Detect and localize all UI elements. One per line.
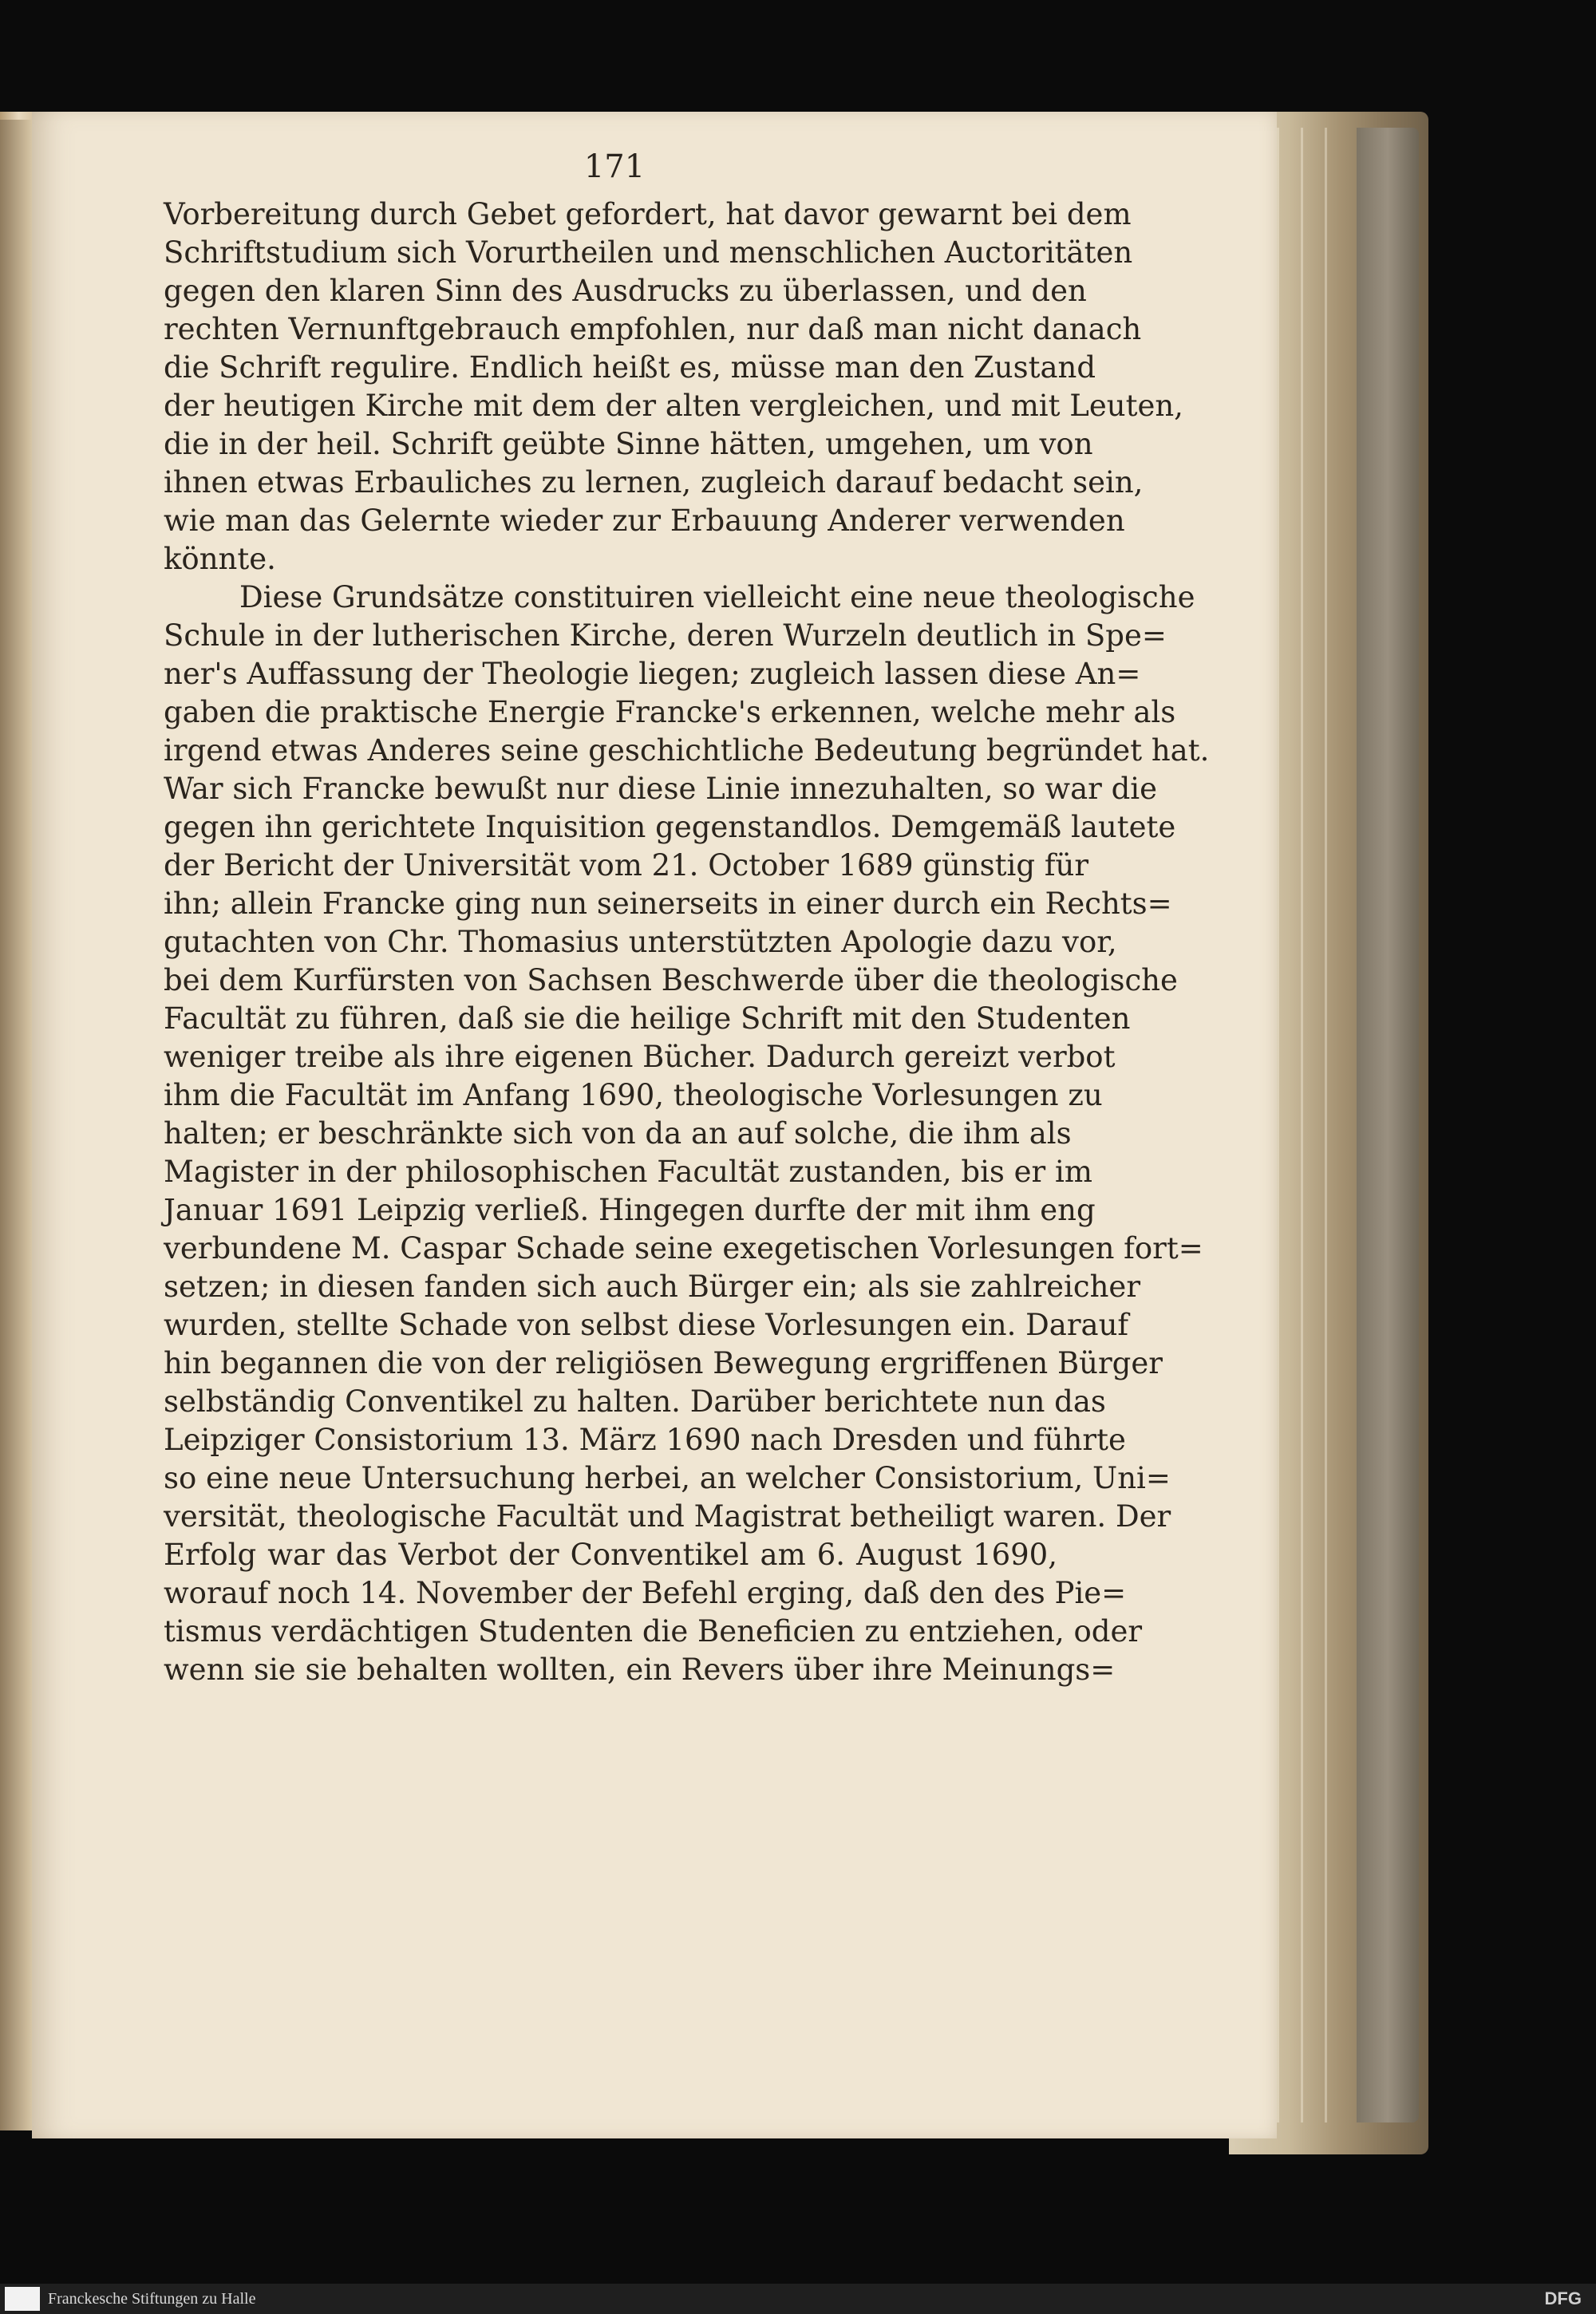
text-line: verbundene M. Caspar Schade seine exegetischen Vorlesungen fort= (164, 1231, 1203, 1266)
text-line: ihm die Facultät im Anfang 1690, theologische Vorlesungen zu (164, 1078, 1103, 1112)
page-number: 171 (583, 148, 646, 185)
text-line: War sich Francke bewußt nur diese Linie innezuhalten, so war die (164, 772, 1157, 806)
text-line: selbständig Conventikel zu halten. Darüber berichtete nun das (164, 1384, 1106, 1419)
text-line: setzen; in diesen fanden sich auch Bürger ein; als sie zahlreicher (164, 1270, 1141, 1304)
text-line: Facultät zu führen, daß sie die heilige Schrift mit den Studenten (164, 1001, 1131, 1036)
text-line: weniger treibe als ihre eigenen Bücher. Dadurch gereizt verbot (164, 1040, 1116, 1074)
text-line: gegen ihn gerichtete Inquisition gegenstandlos. Demgemäß lautete (164, 810, 1176, 844)
institution-label: Franckesche Stiftungen zu Halle (48, 2290, 256, 2308)
text-line: tismus verdächtigen Studenten die Beneficien zu entziehen, oder (164, 1614, 1143, 1649)
text-line: gegen den klaren Sinn des Ausdrucks zu überlassen, und den (164, 274, 1087, 308)
text-line: ihn; allein Francke ging nun seinerseits in einer durch ein Rechts= (164, 887, 1172, 921)
text-line: wurden, stellte Schade von selbst diese Vorlesungen ein. Darauf (164, 1308, 1129, 1342)
page-edge-line (1301, 128, 1303, 2122)
text-line: versität, theologische Facultät und Magistrat betheiligt waren. Der (164, 1499, 1171, 1534)
text-line: Magister in der philosophischen Facultät zustanden, bis er im (164, 1155, 1092, 1189)
text-line: bei dem Kurfürsten von Sachsen Beschwerde über die theologische (164, 963, 1178, 997)
dfg-badge: DFG (1544, 2288, 1582, 2308)
text-line: hin begannen die von der religiösen Bewegung ergriffenen Bürger (164, 1346, 1163, 1380)
text-line: Erfolg war das Verbot der Conventikel am 6. August 1690, (164, 1538, 1057, 1572)
text-line: worauf noch 14. November der Befehl erging, daß den des Pie= (164, 1576, 1127, 1610)
text-line: Schule in der lutherischen Kirche, deren Wurzeln deutlich in Spe= (164, 618, 1167, 653)
text-line: halten; er beschränkte sich von da an auf solche, die ihm als (164, 1116, 1072, 1151)
viewer-footer (0, 2284, 1596, 2314)
previous-page-edge (0, 120, 32, 2130)
institution-logo-icon (5, 2287, 40, 2311)
text-line: könnte. (164, 542, 276, 576)
text-line: so eine neue Untersuchung herbei, an welcher Consistorium, Uni= (164, 1461, 1171, 1495)
body-text (164, 195, 1210, 1689)
text-line: gaben die praktische Energie Francke's erkennen, welche mehr als (164, 695, 1176, 729)
text-line: wenn sie sie behalten wollten, ein Revers über ihre Meinungs= (164, 1653, 1116, 1687)
page-edge-line (1277, 128, 1279, 2122)
text-line: Leipziger Consistorium 13. März 1690 nach Dresden und führte (164, 1423, 1126, 1457)
text-line: wie man das Gelernte wieder zur Erbauung Anderer verwenden (164, 503, 1125, 538)
page-edge-line (1325, 128, 1327, 2122)
text-line: rechten Vernunftgebrauch empfohlen, nur daß man nicht danach (164, 312, 1142, 346)
text-line: Vorbereitung durch Gebet gefordert, hat davor gewarnt bei dem (164, 197, 1132, 231)
text-line: Diese Grundsätze constituiren vielleicht eine neue theologische (239, 580, 1195, 614)
text-line: Januar 1691 Leipzig verließ. Hingegen durfte der mit ihm eng (164, 1193, 1096, 1227)
text-line: irgend etwas Anderes seine geschichtliche Bedeutung begründet hat. (164, 733, 1210, 768)
text-line: Schriftstudium sich Vorurtheilen und menschlichen Auctoritäten (164, 235, 1133, 270)
text-line: die Schrift regulire. Endlich heißt es, müsse man den Zustand (164, 350, 1096, 385)
text-line: gutachten von Chr. Thomasius unterstützten Apologie dazu vor, (164, 925, 1117, 959)
text-line: die in der heil. Schrift geübte Sinne hätten, umgehen, um von (164, 427, 1093, 461)
text-line: der Bericht der Universität vom 21. October 1689 günstig für (164, 848, 1089, 883)
book-cover-board (1357, 128, 1419, 2122)
text-line: ihnen etwas Erbauliches zu lernen, zugleich darauf bedacht sein, (164, 465, 1144, 500)
text-line: der heutigen Kirche mit dem der alten vergleichen, und mit Leuten, (164, 389, 1183, 423)
text-line: ner's Auffassung der Theologie liegen; zugleich lassen diese An= (164, 657, 1141, 691)
